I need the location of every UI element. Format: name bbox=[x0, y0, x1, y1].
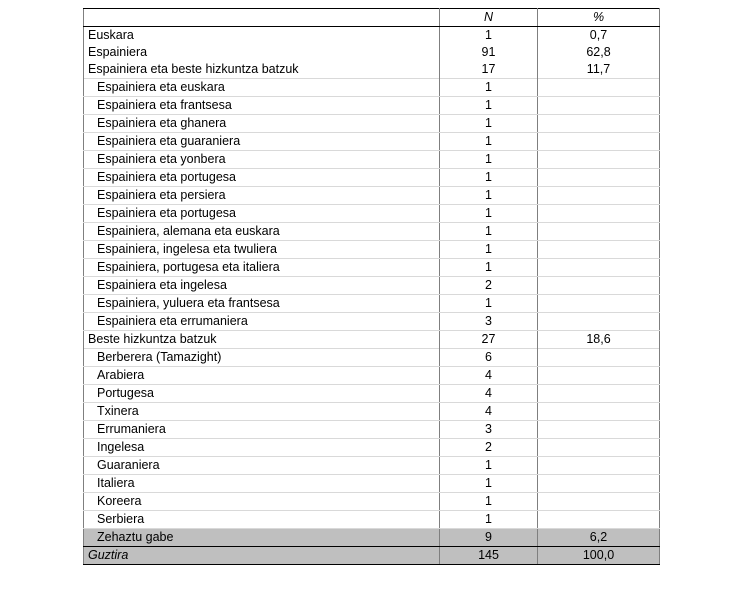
table-row bbox=[84, 439, 660, 457]
row-label: Espainiera eta persiera bbox=[84, 187, 440, 205]
table-row bbox=[84, 295, 660, 313]
row-n: 1 bbox=[440, 205, 538, 223]
row-pct: 18,6 bbox=[538, 331, 660, 349]
row-n: 1 bbox=[440, 79, 538, 97]
table-row bbox=[84, 475, 660, 493]
row-pct bbox=[538, 493, 660, 511]
table-row bbox=[84, 44, 660, 61]
header-pct: % bbox=[538, 9, 660, 27]
row-n: 91 bbox=[440, 44, 538, 61]
row-n: 1 bbox=[440, 259, 538, 277]
row-pct bbox=[538, 421, 660, 439]
row-label: Espainiera eta frantsesa bbox=[84, 97, 440, 115]
table-row bbox=[84, 421, 660, 439]
table-row bbox=[84, 97, 660, 115]
row-pct bbox=[538, 79, 660, 97]
row-pct bbox=[538, 151, 660, 169]
row-pct bbox=[538, 511, 660, 529]
row-pct bbox=[538, 169, 660, 187]
row-label: Espainiera, ingelesa eta twuliera bbox=[84, 241, 440, 259]
row-n: 1 bbox=[440, 97, 538, 115]
row-pct bbox=[538, 115, 660, 133]
language-table bbox=[83, 8, 660, 565]
row-label: Espainiera eta ingelesa bbox=[84, 277, 440, 295]
table-row bbox=[84, 403, 660, 421]
table-row bbox=[84, 133, 660, 151]
row-pct bbox=[538, 259, 660, 277]
row-pct bbox=[538, 187, 660, 205]
table-row bbox=[84, 61, 660, 79]
header-row bbox=[84, 9, 660, 27]
row-label: Espainiera eta beste hizkuntza batzuk bbox=[84, 61, 440, 79]
row-pct bbox=[538, 133, 660, 151]
header-label bbox=[84, 9, 440, 27]
row-pct: 11,7 bbox=[538, 61, 660, 79]
row-label: Guztira bbox=[84, 547, 440, 565]
row-pct: 0,7 bbox=[538, 27, 660, 45]
row-pct bbox=[538, 295, 660, 313]
table-row bbox=[84, 331, 660, 349]
row-n: 1 bbox=[440, 151, 538, 169]
row-pct bbox=[538, 205, 660, 223]
row-n: 17 bbox=[440, 61, 538, 79]
row-pct bbox=[538, 475, 660, 493]
header-n: N bbox=[440, 9, 538, 27]
row-n: 3 bbox=[440, 421, 538, 439]
table-row bbox=[84, 529, 660, 547]
table-row bbox=[84, 187, 660, 205]
row-pct bbox=[538, 223, 660, 241]
row-pct bbox=[538, 457, 660, 475]
row-n: 1 bbox=[440, 475, 538, 493]
row-label: Italiera bbox=[84, 475, 440, 493]
table-row bbox=[84, 205, 660, 223]
row-label: Espainiera eta ghanera bbox=[84, 115, 440, 133]
row-n: 1 bbox=[440, 223, 538, 241]
row-n: 6 bbox=[440, 349, 538, 367]
table-row bbox=[84, 169, 660, 187]
row-label: Espainiera, portugesa eta italiera bbox=[84, 259, 440, 277]
row-label: Arabiera bbox=[84, 367, 440, 385]
row-label: Euskara bbox=[84, 27, 440, 45]
total-row bbox=[84, 547, 660, 565]
row-n: 2 bbox=[440, 439, 538, 457]
row-n: 4 bbox=[440, 403, 538, 421]
row-label: Serbiera bbox=[84, 511, 440, 529]
table-row bbox=[84, 367, 660, 385]
row-label: Portugesa bbox=[84, 385, 440, 403]
table-row bbox=[84, 151, 660, 169]
table-row bbox=[84, 385, 660, 403]
row-label: Espainiera eta portugesa bbox=[84, 169, 440, 187]
table-row bbox=[84, 241, 660, 259]
row-label: Guaraniera bbox=[84, 457, 440, 475]
row-pct bbox=[538, 241, 660, 259]
row-n: 1 bbox=[440, 241, 538, 259]
row-pct bbox=[538, 313, 660, 331]
table-row bbox=[84, 259, 660, 277]
table-row bbox=[84, 27, 660, 45]
row-label: Ingelesa bbox=[84, 439, 440, 457]
table-row bbox=[84, 313, 660, 331]
row-label: Txinera bbox=[84, 403, 440, 421]
table-row bbox=[84, 115, 660, 133]
row-label: Espainiera, alemana eta euskara bbox=[84, 223, 440, 241]
table-row bbox=[84, 511, 660, 529]
row-n: 4 bbox=[440, 385, 538, 403]
row-n: 3 bbox=[440, 313, 538, 331]
row-n: 1 bbox=[440, 187, 538, 205]
row-n: 9 bbox=[440, 529, 538, 547]
row-n: 1 bbox=[440, 27, 538, 45]
table-row bbox=[84, 277, 660, 295]
table-row bbox=[84, 349, 660, 367]
row-n: 1 bbox=[440, 133, 538, 151]
row-label: Espainiera eta errumaniera bbox=[84, 313, 440, 331]
row-n: 1 bbox=[440, 169, 538, 187]
table-row bbox=[84, 493, 660, 511]
row-pct bbox=[538, 97, 660, 115]
row-label: Espainiera eta guaraniera bbox=[84, 133, 440, 151]
row-label: Errumaniera bbox=[84, 421, 440, 439]
row-label: Espainiera, yuluera eta frantsesa bbox=[84, 295, 440, 313]
row-pct bbox=[538, 277, 660, 295]
row-label: Beste hizkuntza batzuk bbox=[84, 331, 440, 349]
row-pct bbox=[538, 439, 660, 457]
row-label: Espainiera bbox=[84, 44, 440, 61]
row-n: 2 bbox=[440, 277, 538, 295]
row-label: Zehaztu gabe bbox=[84, 529, 440, 547]
row-n: 1 bbox=[440, 295, 538, 313]
row-label: Espainiera eta yonbera bbox=[84, 151, 440, 169]
row-label: Koreera bbox=[84, 493, 440, 511]
row-pct bbox=[538, 367, 660, 385]
row-pct: 100,0 bbox=[538, 547, 660, 565]
row-n: 1 bbox=[440, 115, 538, 133]
table-row bbox=[84, 79, 660, 97]
row-pct bbox=[538, 403, 660, 421]
row-n: 145 bbox=[440, 547, 538, 565]
row-n: 27 bbox=[440, 331, 538, 349]
row-pct bbox=[538, 349, 660, 367]
row-label: Espainiera eta portugesa bbox=[84, 205, 440, 223]
row-label: Berberera (Tamazight) bbox=[84, 349, 440, 367]
table-body bbox=[84, 27, 660, 565]
row-n: 1 bbox=[440, 457, 538, 475]
table-row bbox=[84, 457, 660, 475]
row-n: 1 bbox=[440, 493, 538, 511]
row-pct: 62,8 bbox=[538, 44, 660, 61]
row-pct: 6,2 bbox=[538, 529, 660, 547]
row-n: 1 bbox=[440, 511, 538, 529]
row-n: 4 bbox=[440, 367, 538, 385]
row-pct bbox=[538, 385, 660, 403]
table-row bbox=[84, 223, 660, 241]
row-label: Espainiera eta euskara bbox=[84, 79, 440, 97]
